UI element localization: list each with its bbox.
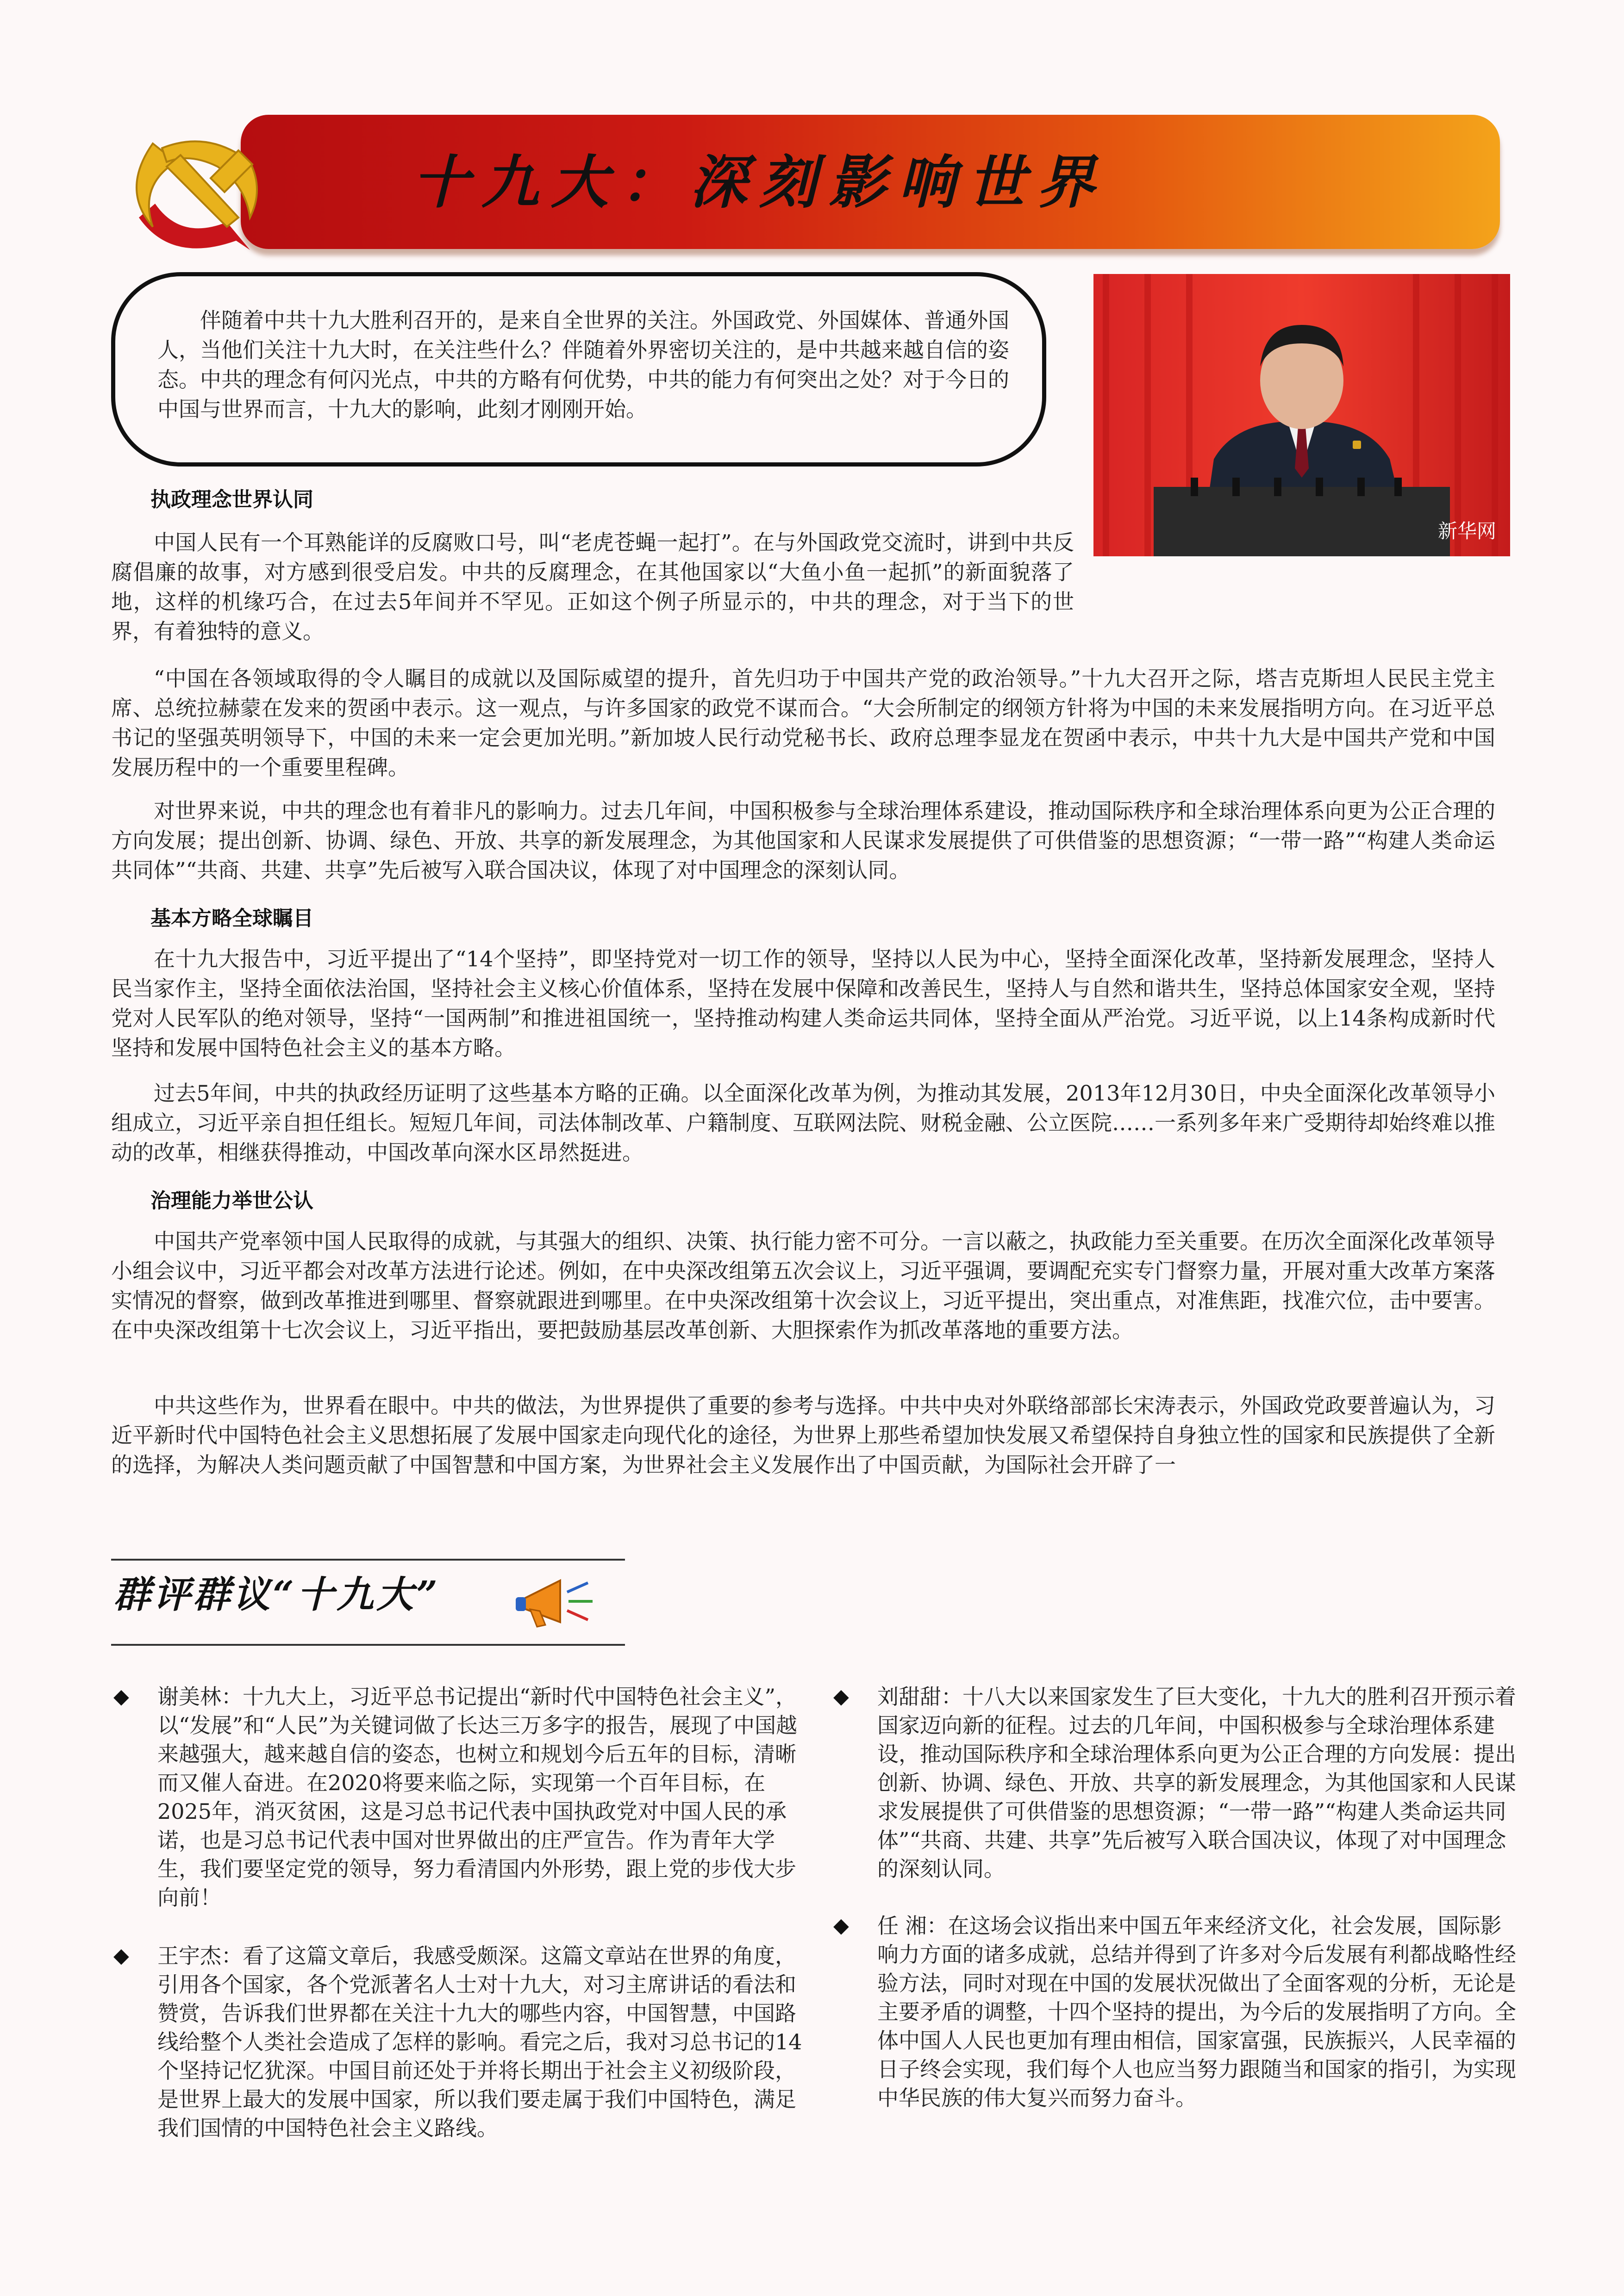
paragraph: 中国人民有一个耳熟能详的反腐败口号，叫“老虎苍蝇一起打”。在与外国政党交流时，讲到中共反腐倡廉的故事，对方感到很受启发。中共的反腐理念，在其他国家以“大鱼小鱼一起抓”的新面貌落了地，这样的机缘巧合，在过去5年间并不罕见。正如这个例子所显示的，中共的理念，对于当下的世界，有着独特的意义。	[111, 530, 1074, 644]
divider	[111, 1559, 625, 1561]
bullet-icon: ◆	[113, 1944, 129, 1967]
bullet-icon: ◆	[833, 1685, 849, 1708]
paragraph: 中共这些作为，世界看在眼中。中共的做法，为世界提供了重要的参考与选择。中共中央对外联络部部长宋涛表示，外国政党政要普遍认为，习近平新时代中国特色社会主义思想拓展了发展中国家走向现代化的途径，为世界上那些希望加快发展又希望保持自身独立性的国家和民族提供了全新的选择，为解决人类问题贡献了中国智慧和中国方案，为世界社会主义发展作出了中国贡献，为国际社会开辟了一	[111, 1393, 1495, 1477]
megaphone-icon	[509, 1567, 602, 1636]
bullet-icon: ◆	[833, 1914, 849, 1937]
section-heading-capability: 治理能力举世公认	[150, 1189, 313, 1213]
bullet-icon: ◆	[113, 1685, 129, 1708]
paragraph: 过去5年间，中共的执政经历证明了这些基本方略的正确。以全面深化改革为例，为推动其发展，2013年12月30日，中央全面深化改革领导小组成立，习近平亲自担任组长。短短几年间，司法体制改革、户籍制度、互联网法院、财税金融、公立医院……一系列多年来广受期待却始终难以推动的改革，相继获得推动，中国改革向深水区昂然挺进。	[111, 1081, 1495, 1165]
divider	[111, 1644, 625, 1646]
comments-title: 群评群议“十九大”	[113, 1573, 441, 1616]
page-title: 十九大：深刻影响世界	[412, 149, 1107, 216]
comment-item: 刘甜甜：十八大以来国家发生了巨大变化，十九大的胜利召开预示着国家迈向新的征程。过去的几年间，中国积极参与全球治理体系建设，推动国际秩序和全球治理体系向更为公正合理的方向发展：提出创新、协调、绿色、开放、共享的新发展理念，为其他国家和人民谋求发展提供了可供借鉴的思想资源；“一带一路”“构建人类命运共同体”“共商、共建、共享”先后被写入联合国决议，体现了对中国理念的深刻认同。	[877, 1684, 1516, 1881]
paragraph: 对世界来说，中共的理念也有着非凡的影响力。过去几年间，中国积极参与全球治理体系建设，推动国际秩序和全球治理体系向更为公正合理的方向发展；提出创新、协调、绿色、开放、共享的新发展理念，为其他国家和人民谋求发展提供了可供借鉴的思想资源；“一带一路”“构建人类命运共同体”“共商、共建、共享”先后被写入联合国决议，体现了对中国理念的深刻认同。	[111, 798, 1495, 883]
comment-item: 王宇杰：看了这篇文章后，我感受颇深。这篇文章站在世界的角度，引用各个国家，各个党派著名人士对十九大，对习主席讲话的看法和赞赏，告诉我们世界都在关注十九大的哪些内容，中国智慧，中国路线给整个人类社会造成了怎样的影响。看完之后，我对习总书记的14个坚持记忆犹深。中国目前还处于并将长期出于社会主义初级阶段，是世界上最大的发展中国家，所以我们要走属于我们中国特色，满足我们国情的中国特色社会主义路线。	[157, 1943, 802, 2140]
intro-paragraph: 伴随着中共十九大胜利召开的，是来自全世界的关注。外国政党、外国媒体、普通外国人，当他们关注十九大时，在关注些什么？伴随着外界密切关注的，是中共越来越自信的姿态。中共的理念有何闪光点，中共的方略有何优势，中共的能力有何突出之处？对于今日的中国与世界而言，十九大的影响，此刻才刚刚开始。	[157, 308, 1009, 422]
photo-watermark: 新华网	[1437, 520, 1496, 542]
leader-photo	[1093, 274, 1510, 556]
paragraph: 中国共产党率领中国人民取得的成就，与其强大的组织、决策、执行能力密不可分。一言以蔽之，执政能力至关重要。在历次全面深化改革领导小组会议中，习近平都会对改革方法进行论述。例如，在中央深改组第五次会议上，习近平强调，要调配充实专门督察力量，开展对重大改革方案落实情况的督察，做到改革推进到哪里、督察就跟进到哪里。在中央深改组第十次会议上，习近平提出，突出重点，对准焦距，找准穴位，击中要害。在中央深改组第十七次会议上，习近平指出，要把鼓励基层改革创新、大胆探索作为抓改革落地的重要方法。	[111, 1229, 1495, 1343]
comment-item: 谢美林：十九大上，习近平总书记提出“新时代中国特色社会主义”，以“发展”和“人民”为关键词做了长达三万多字的报告，展现了中国越来越强大，越来越自信的姿态，也树立和规划今后五年的目标，清晰而又催人奋进。在2020将要来临之际，实现第一个百年目标，在2025年，消灭贫困，这是习总书记代表中国执政党对中国人民的承诺，也是习总书记代表中国对世界做出的庄严宣告。作为青年大学生，我们要坚定党的领导，努力看清国内外形势，跟上党的步伐大步向前！	[157, 1684, 798, 1910]
party-emblem-icon	[111, 111, 287, 264]
paragraph: 在十九大报告中，习近平提出了“14个坚持”，即坚持党对一切工作的领导，坚持以人民为中心，坚持全面深化改革，坚持新发展理念，坚持人民当家作主，坚持全面依法治国，坚持社会主义核心价值体系，坚持在发展中保障和改善民生，坚持人与自然和谐共生，坚持总体国家安全观，坚持党对人民军队的绝对领导，坚持“一国两制”和推进祖国统一，坚持推动构建人类命运共同体，坚持全面从严治党。习近平说，以上14条构成新时代坚持和发展中国特色社会主义的基本方略。	[111, 946, 1495, 1060]
section-heading-governance: 执政理念世界认同	[150, 488, 313, 511]
paragraph: “中国在各领域取得的令人瞩目的成就以及国际威望的提升，首先归功于中国共产党的政治领导。”十九大召开之际，塔吉克斯坦人民民主党主席、总统拉赫蒙在发来的贺函中表示。这一观点，与许多国家的政党不谋而合。“大会所制定的纲领方针将为中国的未来发展指明方向。在习近平总书记的坚强英明领导下，中国的未来一定会更加光明。”新加坡人民行动党秘书长、政府总理李显龙在贺函中表示，中共十九大是中国共产党和中国发展历程中的一个重要里程碑。	[111, 666, 1495, 780]
comment-item: 任 湘：在这场会议指出来中国五年来经济文化，社会发展，国际影响力方面的诸多成就，总结并得到了许多对今后发展有利都战略性经验方法，同时对现在中国的发展状况做出了全面客观的分析，无论是主要矛盾的调整，十四个坚持的提出，为今后的发展指明了方向。全体中国人人民也更加有理由相信，国家富强，民族振兴，人民幸福的日子终会实现，我们每个人也应当努力跟随当和国家的指引，为实现中华民族的伟大复兴而努力奋斗。	[877, 1913, 1516, 2110]
section-heading-strategy: 基本方略全球瞩目	[150, 907, 313, 930]
